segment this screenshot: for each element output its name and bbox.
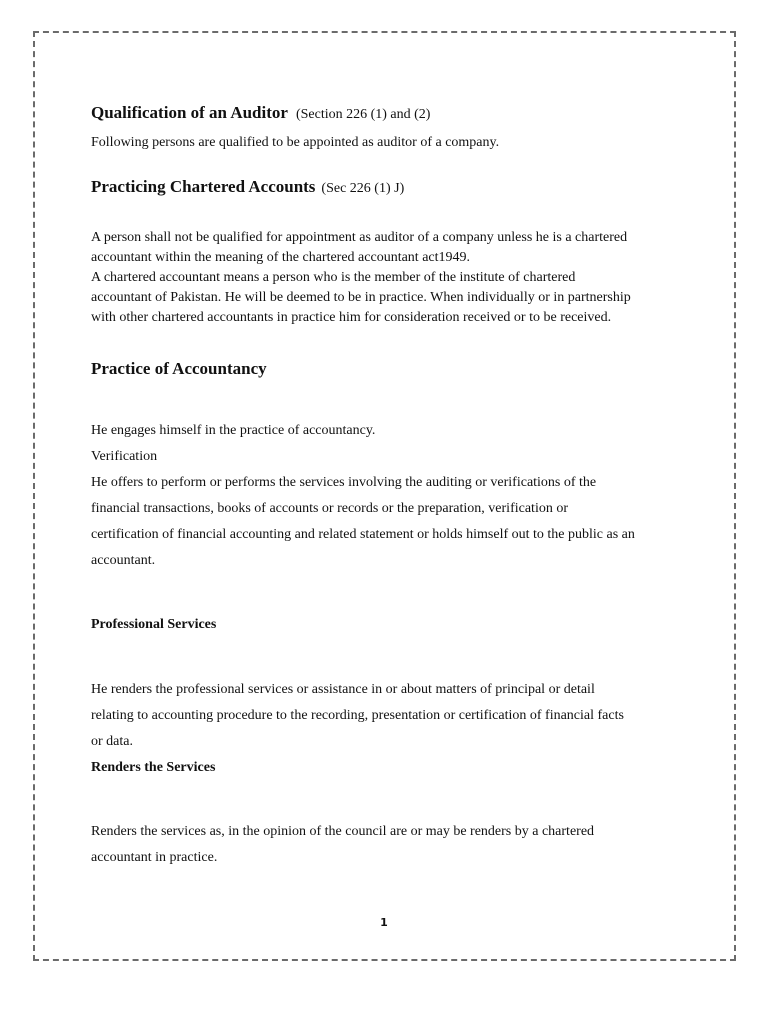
section4-line: Renders the services as, in the opinion of the council are or may be renders by a chartered <box>91 824 595 839</box>
section1-line: A chartered accountant means a person who is the member of the institute of chartered <box>91 270 576 285</box>
section2-heading: Practice of Accountancy <box>91 359 267 378</box>
section1-reference: (Sec 226 (1) J) <box>321 181 405 196</box>
section3-line: He renders the professional services or assistance in or about matters of principal or detail <box>91 682 595 697</box>
section2-line: financial transactions, books of accounts or records or the preparation, verification or <box>91 501 568 516</box>
section2-line: He engages himself in the practice of accountancy. <box>91 423 376 438</box>
section1-heading-row <box>91 172 691 199</box>
title-main: Qualification of an Auditor <box>91 103 288 122</box>
section2-line: He offers to perform or performs the services involving the auditing or verifications of the <box>91 475 597 490</box>
section2-line: accountant. <box>91 553 156 568</box>
section1-line: with other chartered accountants in practice him for consideration received or to be received. <box>91 310 612 325</box>
section3-body <box>91 677 691 755</box>
section4-heading: Renders the Services <box>91 760 216 775</box>
section2-line: Verification <box>91 449 158 464</box>
section3-heading: Professional Services <box>91 617 217 632</box>
section1-body <box>91 228 691 328</box>
section1-line: accountant within the meaning of the chartered accountant act1949. <box>91 250 471 265</box>
section2-line: certification of financial accounting and related statement or holds himself out to the public as an <box>91 527 635 542</box>
section1-heading: Practicing Chartered Accounts <box>91 177 316 196</box>
section1-line: accountant of Pakistan. He will be deemed to be in practice. When individually or in partnership <box>91 290 631 305</box>
intro-text: Following persons are qualified to be appointed as auditor of a company. <box>91 135 500 150</box>
section4-body <box>91 819 691 871</box>
section1-line: A person shall not be qualified for appointment as auditor of a company unless he is a chartered <box>91 230 628 245</box>
section3-line: relating to accounting procedure to the recording, presentation or certification of financial facts <box>91 708 624 723</box>
title-reference: (Section 226 (1) and (2) <box>295 107 431 122</box>
section4-line: accountant in practice. <box>91 850 218 865</box>
section2-body <box>91 418 691 574</box>
section3-line: or data. <box>91 734 133 749</box>
page-number: 1 <box>380 916 388 929</box>
document-title <box>91 89 691 126</box>
